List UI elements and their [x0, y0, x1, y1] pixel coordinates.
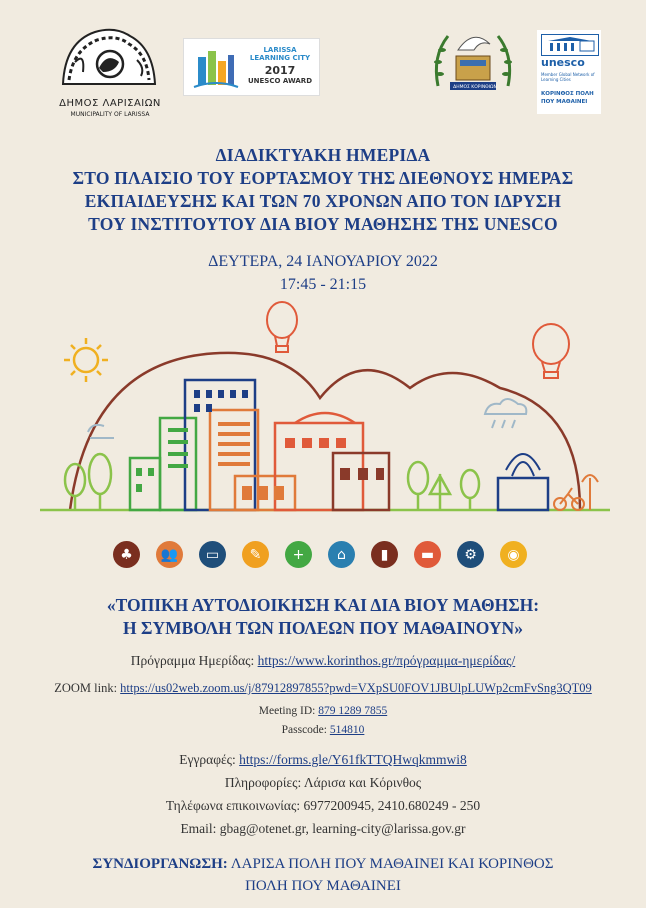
learning-city-award: UNESCO AWARD: [247, 77, 313, 85]
hot-air-balloon-icon: [267, 302, 569, 378]
phones-text: Τηλέφωνα επικοινωνίας: 6977200945, 2410.680249 - 250: [165, 798, 481, 813]
book-icon: ▮: [371, 541, 398, 568]
learning-city-year: 2017: [264, 64, 296, 77]
computer-icon: ▭: [199, 541, 226, 568]
larissa-municipality-logo: [55, 22, 165, 122]
globe-icon: ◉: [500, 541, 527, 568]
museum-icon: ⌂: [328, 541, 355, 568]
emails-text: Email: gbag@otenet.gr, learning-city@larissa.gov.gr: [180, 821, 466, 836]
event-date: ΔΕΥΤΕΡΑ, 24 ΙΑΝΟΥΑΡΙΟΥ 2022: [208, 253, 438, 270]
larissa-municipality-en: MUNICIPALITY OF LARISSA: [70, 111, 150, 118]
passcode-value[interactable]: 514810: [329, 724, 365, 736]
health-plus-icon: +: [285, 541, 312, 568]
meeting-row: [0, 705, 646, 717]
heading-line2: ΣΤΟ ΠΛΑΙΣΙΟ ΤΟΥ ΕΟΡΤΑΣΜΟΥ ΤΗΣ ΔΙΕΘΝΟΥΣ ΗΜΕΡΑΣ: [72, 168, 574, 188]
heading-line1: ΔΙΑΔΙΚΤΥΑΚΗ ΗΜΕΡΙΔΑ: [215, 145, 431, 165]
people-icon: 👥: [156, 541, 183, 568]
event-subtitle: [0, 594, 646, 640]
larissa-learning-city-logo: [183, 38, 320, 96]
korinthos-name: ΔΗΜΟΣ ΚΟΡΙΝΘΙΩΝ: [453, 85, 497, 90]
unesco-sub: Member Global Network of Learning Cities: [541, 72, 595, 82]
unesco-temple-icon: [541, 34, 599, 56]
co-organization-label: ΣΥΝΔΙΟΡΓΑΝΩΣΗ:: [92, 856, 228, 872]
register-row: [0, 752, 646, 768]
subtitle-line1: «ΤΟΠΙΚΗ ΑΥΤΟΔΙΟΙΚΗΣΗ ΚΑΙ ΔΙΑ ΒΙΟΥ ΜΑΘΗΣΗ:: [106, 595, 540, 615]
learning-city-line2: LEARNING CITY: [249, 54, 311, 62]
register-link[interactable]: https://forms.gle/Y61fkTTQHwqkmmwi8: [239, 752, 467, 767]
heading-line3: ΕΚΠΑΙΔΕΥΣΗΣ ΚΑΙ ΤΩΝ 70 ΧΡΟΝΩΝ ΑΠΟ ΤΟΝ ΙΔΡΥΣΗ: [84, 191, 562, 211]
sun-icon: [64, 338, 108, 382]
learning-city-line1: LARISSA: [263, 46, 297, 54]
bus-icon: ▬: [414, 541, 441, 568]
information-text: Πληροφορίες: Λάρισα και Κόρινθος: [224, 775, 422, 790]
unesco-city-line1: ΚΟΡΙΝΘΟΣ ΠΟΛΗ: [541, 91, 594, 97]
meeting-id[interactable]: 879 1289 7855: [318, 705, 388, 717]
passcode-row: [0, 724, 646, 736]
co-organization-line2: ΠΟΛΗ ΠΟΥ ΜΑΘΑΙΝΕΙ: [245, 878, 401, 894]
zoom-link[interactable]: https://us02web.zoom.us/j/87912897855?pwd=VXpSU0FOV1JBUlpLUWp2cmFvSng3QT09: [120, 681, 592, 695]
larissa-emblem-icon: [55, 22, 165, 94]
gear-icon: ⚙: [457, 541, 484, 568]
fountain-icon: [506, 454, 540, 476]
unesco-logo: [537, 30, 601, 114]
event-heading: [0, 144, 646, 236]
pencil-icon: ✎: [242, 541, 269, 568]
tree-icon: ♣: [113, 541, 140, 568]
city-illustration: [30, 298, 620, 518]
program-row: [0, 653, 646, 669]
program-label: Πρόγραμμα Ημερίδας:: [130, 653, 255, 668]
zoom-row: [0, 681, 646, 696]
subtitle-line2: Η ΣΥΜΒΟΛΗ ΤΩΝ ΠΟΛΕΩΝ ΠΟΥ ΜΑΘΑΙΝΟΥΝ»: [123, 618, 523, 638]
theme-icons-row: [113, 541, 533, 571]
program-link[interactable]: https://www.korinthos.gr/πρόγραμμα-ημερίδας/: [257, 653, 516, 668]
larissa-municipality-name: ΔΗΜΟΣ ΛΑΡΙΣΑΙΩΝ: [59, 98, 161, 109]
unesco-city-line2: ΠΟΥ ΜΑΘΑΙΝΕΙ: [541, 99, 588, 105]
korinthos-municipality-logo: [428, 26, 518, 106]
co-organization-line1: ΛΑΡΙΣΑ ΠΟΛΗ ΠΟΥ ΜΑΘΑΙΝΕΙ ΚΑΙ ΚΟΡΙΝΘΟΣ: [230, 856, 554, 872]
co-organization: [0, 853, 646, 897]
unesco-name: unesco: [541, 56, 585, 69]
event-time: 17:45 - 21:15: [279, 276, 367, 293]
zoom-label: ZOOM link:: [54, 681, 118, 695]
books-icon: [192, 43, 240, 91]
heading-line4: ΤΟΥ ΙΝΣΤΙΤΟΥΤΟΥ ΔΙΑ ΒΙΟΥ ΜΑΘΗΣΗΣ ΤΗΣ UNESCO: [88, 214, 558, 234]
register-label: Εγγραφές:: [179, 752, 236, 767]
passcode-label: Passcode:: [281, 724, 327, 736]
meeting-label: Meeting ID:: [258, 705, 316, 717]
